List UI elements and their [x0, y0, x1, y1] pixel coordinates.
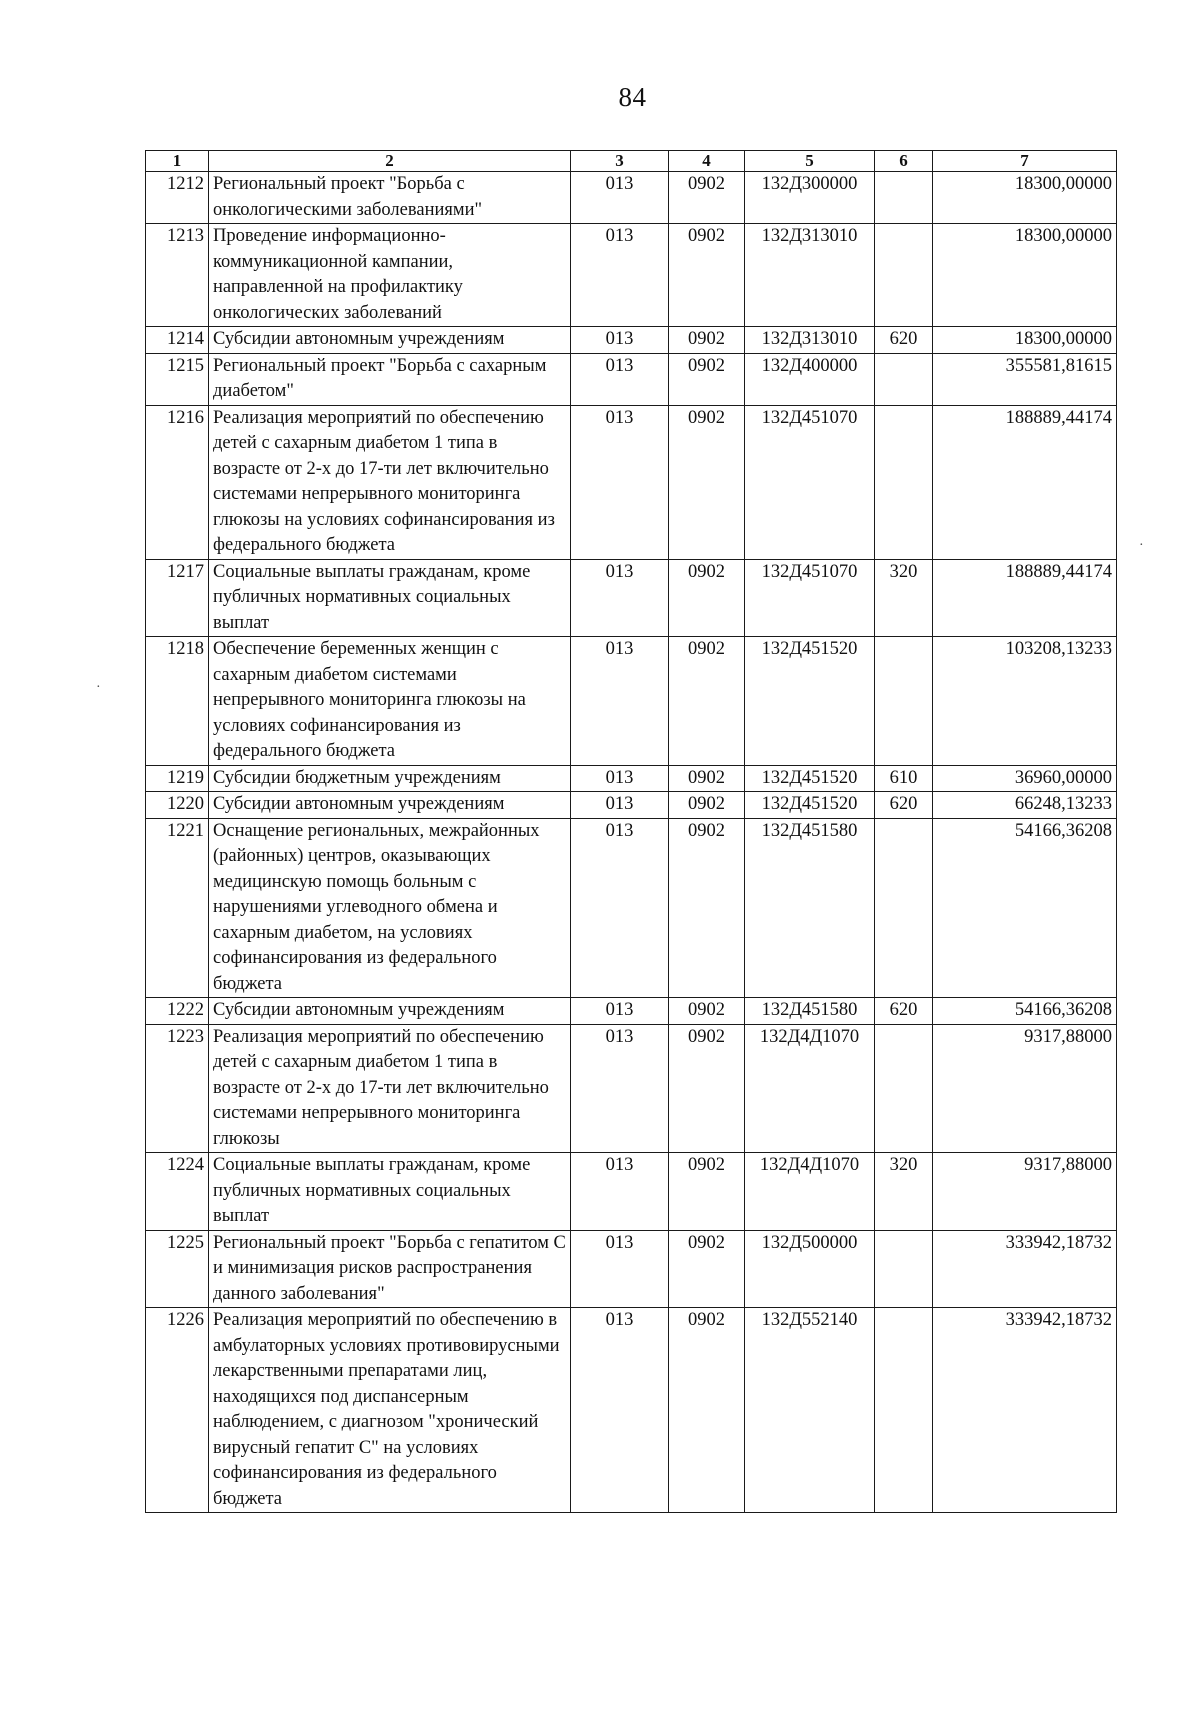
table-row	[146, 998, 1117, 1025]
row-col3: 013	[571, 224, 669, 327]
row-col5: 132Д4Д1070	[745, 1153, 875, 1231]
row-col6: 620	[875, 792, 933, 819]
row-amount: 18300,00000	[933, 224, 1117, 327]
row-amount: 18300,00000	[933, 172, 1117, 224]
row-col4: 0902	[669, 172, 745, 224]
row-amount: 18300,00000	[933, 327, 1117, 354]
row-number: 1218	[146, 637, 209, 766]
row-col3: 013	[571, 405, 669, 559]
table-row	[146, 224, 1117, 327]
row-number: 1212	[146, 172, 209, 224]
row-number: 1217	[146, 559, 209, 637]
row-col3: 013	[571, 765, 669, 792]
table-row	[146, 353, 1117, 405]
row-col6	[875, 1024, 933, 1153]
row-col4: 0902	[669, 1230, 745, 1308]
row-col6: 620	[875, 327, 933, 354]
row-col4: 0902	[669, 1308, 745, 1513]
row-col5: 132Д451070	[745, 559, 875, 637]
row-col5: 132Д400000	[745, 353, 875, 405]
row-col4: 0902	[669, 405, 745, 559]
scan-speck: ·	[1139, 538, 1144, 553]
row-description: Социальные выплаты гражданам, кроме публичных нормативных социальных выплат	[209, 1153, 571, 1231]
row-col6	[875, 405, 933, 559]
row-col5: 132Д451520	[745, 765, 875, 792]
row-number: 1214	[146, 327, 209, 354]
row-description: Реализация мероприятий по обеспечению детей с сахарным диабетом 1 типа в возрасте от 2-х до 17-ти лет включительно системами непрерывного мониторинга глюкозы	[209, 1024, 571, 1153]
row-col4: 0902	[669, 1153, 745, 1231]
row-col6	[875, 172, 933, 224]
row-col4: 0902	[669, 765, 745, 792]
row-col6: 320	[875, 559, 933, 637]
row-amount: 355581,81615	[933, 353, 1117, 405]
table-row	[146, 637, 1117, 766]
column-header-1: 1	[146, 151, 209, 172]
row-number: 1221	[146, 818, 209, 998]
row-number: 1219	[146, 765, 209, 792]
row-col5: 132Д451070	[745, 405, 875, 559]
row-amount: 54166,36208	[933, 818, 1117, 998]
row-description: Региональный проект "Борьба с сахарным диабетом"	[209, 353, 571, 405]
row-number: 1222	[146, 998, 209, 1025]
column-header-5: 5	[745, 151, 875, 172]
page-number: 84	[618, 82, 647, 112]
table-row	[146, 405, 1117, 559]
row-description: Субсидии автономным учреждениям	[209, 998, 571, 1025]
column-header-4: 4	[669, 151, 745, 172]
row-amount: 188889,44174	[933, 559, 1117, 637]
row-number: 1216	[146, 405, 209, 559]
row-col5: 132Д500000	[745, 1230, 875, 1308]
row-col4: 0902	[669, 1024, 745, 1153]
row-col6	[875, 353, 933, 405]
table-row	[146, 327, 1117, 354]
column-header-6: 6	[875, 151, 933, 172]
row-col5: 132Д451520	[745, 637, 875, 766]
row-description: Региональный проект "Борьба с онкологическими заболеваниями"	[209, 172, 571, 224]
row-col3: 013	[571, 1230, 669, 1308]
row-amount: 54166,36208	[933, 998, 1117, 1025]
row-amount: 188889,44174	[933, 405, 1117, 559]
row-col5: 132Д451580	[745, 998, 875, 1025]
row-col3: 013	[571, 353, 669, 405]
row-col6	[875, 1230, 933, 1308]
row-col3: 013	[571, 559, 669, 637]
row-col3: 013	[571, 1153, 669, 1231]
row-description: Субсидии бюджетным учреждениям	[209, 765, 571, 792]
row-col5: 132Д451580	[745, 818, 875, 998]
table-row	[146, 818, 1117, 998]
row-col5: 132Д313010	[745, 224, 875, 327]
row-col3: 013	[571, 327, 669, 354]
row-col4: 0902	[669, 998, 745, 1025]
column-header-7: 7	[933, 151, 1117, 172]
row-col4: 0902	[669, 327, 745, 354]
row-col4: 0902	[669, 224, 745, 327]
row-number: 1224	[146, 1153, 209, 1231]
row-description: Субсидии автономным учреждениям	[209, 792, 571, 819]
table-row	[146, 792, 1117, 819]
table-row	[146, 765, 1117, 792]
row-amount: 103208,13233	[933, 637, 1117, 766]
row-amount: 333942,18732	[933, 1230, 1117, 1308]
row-col3: 013	[571, 998, 669, 1025]
table-row	[146, 1230, 1117, 1308]
row-amount: 9317,88000	[933, 1024, 1117, 1153]
row-col5: 132Д552140	[745, 1308, 875, 1513]
row-description: Реализация мероприятий по обеспечению в амбулаторных условиях противовирусными лекарственными препаратами лиц, находящихся под диспансерным наблюдением, с диагнозом "хронический вирусный гепатит С" на условиях софинансирования из федерального бюджета	[209, 1308, 571, 1513]
row-number: 1226	[146, 1308, 209, 1513]
row-col6: 320	[875, 1153, 933, 1231]
row-col4: 0902	[669, 792, 745, 819]
row-col4: 0902	[669, 637, 745, 766]
row-col3: 013	[571, 637, 669, 766]
row-col6	[875, 1308, 933, 1513]
table-row	[146, 1153, 1117, 1231]
row-col3: 013	[571, 1024, 669, 1153]
row-description: Региональный проект "Борьба с гепатитом С и минимизация рисков распространения данного заболевания"	[209, 1230, 571, 1308]
row-col3: 013	[571, 818, 669, 998]
row-description: Оснащение региональных, межрайонных (районных) центров, оказывающих медицинскую помощь больным с нарушениями углеводного обмена и сахарным диабетом, на условиях софинансирования из федерального бюджета	[209, 818, 571, 998]
row-amount: 66248,13233	[933, 792, 1117, 819]
table-row	[146, 1024, 1117, 1153]
row-col3: 013	[571, 172, 669, 224]
row-col5: 132Д300000	[745, 172, 875, 224]
row-description: Субсидии автономным учреждениям	[209, 327, 571, 354]
row-col6: 620	[875, 998, 933, 1025]
row-col6	[875, 637, 933, 766]
row-col5: 132Д313010	[745, 327, 875, 354]
row-amount: 9317,88000	[933, 1153, 1117, 1231]
row-number: 1215	[146, 353, 209, 405]
row-col6	[875, 224, 933, 327]
budget-table	[145, 150, 1117, 1513]
row-col6: 610	[875, 765, 933, 792]
row-col6	[875, 818, 933, 998]
row-description: Социальные выплаты гражданам, кроме публичных нормативных социальных выплат	[209, 559, 571, 637]
row-col4: 0902	[669, 559, 745, 637]
row-col5: 132Д4Д1070	[745, 1024, 875, 1153]
table-row	[146, 559, 1117, 637]
column-header-2: 2	[209, 151, 571, 172]
header-row	[146, 151, 1117, 172]
table-row	[146, 172, 1117, 224]
row-description: Проведение информационно-коммуникационной кампании, направленной на профилактику онкологических заболеваний	[209, 224, 571, 327]
row-number: 1225	[146, 1230, 209, 1308]
row-number: 1220	[146, 792, 209, 819]
row-col4: 0902	[669, 818, 745, 998]
row-amount: 36960,00000	[933, 765, 1117, 792]
row-col5: 132Д451520	[745, 792, 875, 819]
row-description: Реализация мероприятий по обеспечению детей с сахарным диабетом 1 типа в возрасте от 2-х до 17-ти лет включительно системами непрерывного мониторинга глюкозы на условиях софинансирования из федерального бюджета	[209, 405, 571, 559]
row-description: Обеспечение беременных женщин с сахарным диабетом системами непрерывного мониторинга глюкозы на условиях софинансирования из федерального бюджета	[209, 637, 571, 766]
row-col4: 0902	[669, 353, 745, 405]
scan-speck: ·	[96, 680, 101, 695]
row-number: 1213	[146, 224, 209, 327]
table-row	[146, 1308, 1117, 1513]
row-number: 1223	[146, 1024, 209, 1153]
row-col3: 013	[571, 1308, 669, 1513]
column-header-3: 3	[571, 151, 669, 172]
row-col3: 013	[571, 792, 669, 819]
row-amount: 333942,18732	[933, 1308, 1117, 1513]
